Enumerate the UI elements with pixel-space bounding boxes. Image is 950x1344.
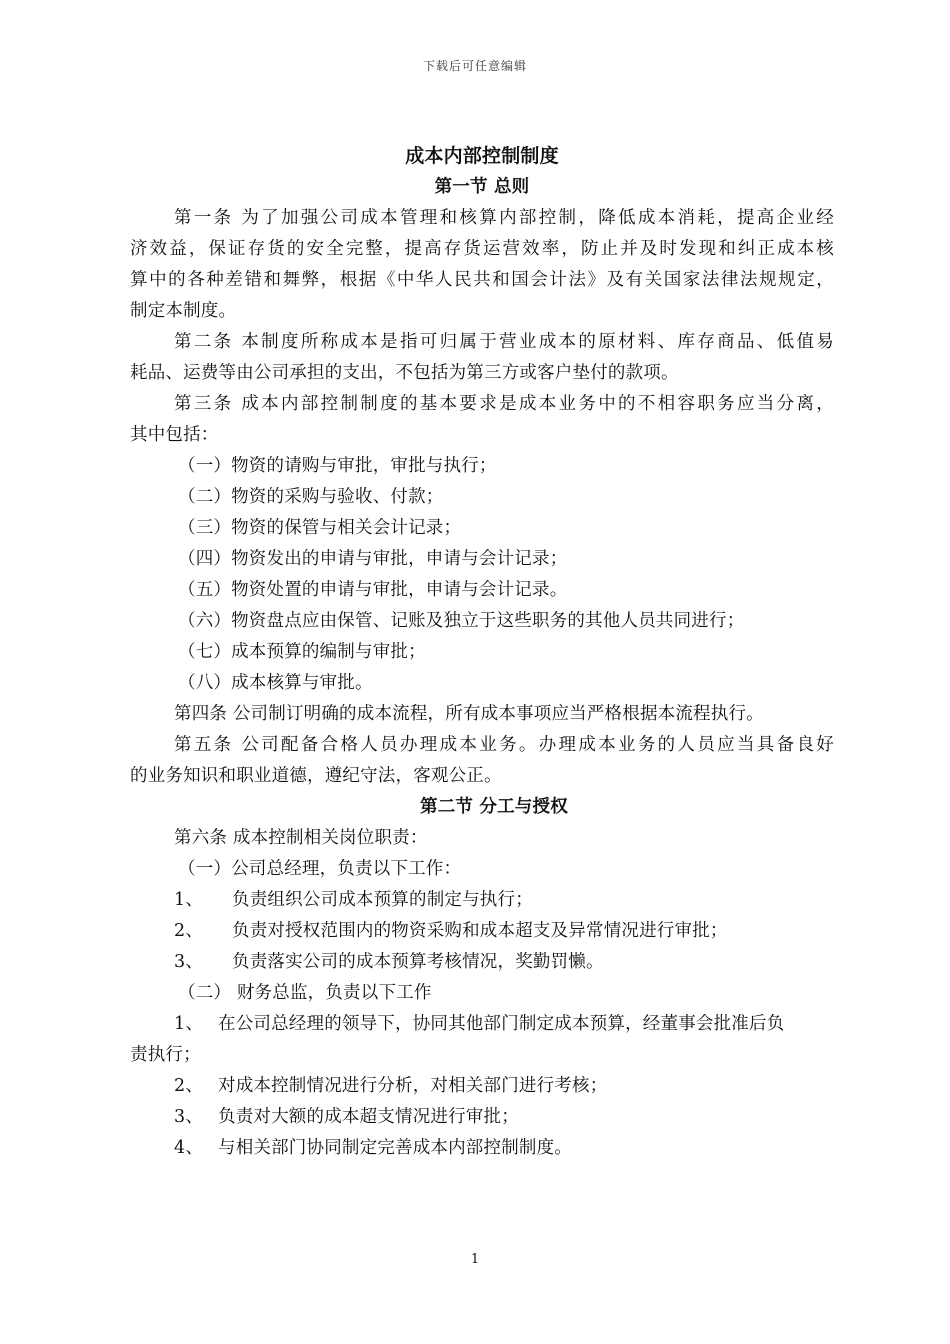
list-text: 负责落实公司的成本预算考核情况，奖勤罚懒。 — [232, 952, 604, 972]
article-1-line-2: 济效益，保证存货的安全完整，提高存货运营效率，防止并及时发现和纠正成本核 — [130, 239, 834, 259]
list-number: 2、 — [174, 921, 204, 941]
list-item — [130, 1071, 834, 1102]
article-4: 第四条 公司制订明确的成本流程，所有成本事项应当严格根据本流程执行。 — [174, 704, 764, 724]
list-item: （七）成本预算的编制与审批； — [178, 642, 426, 662]
article-1-line-1: 第一条 为了加强公司成本管理和核算内部控制，降低成本消耗，提高企业经 — [174, 208, 834, 228]
article-5-line-2: 的业务知识和职业道德，遵纪守法，客观公正。 — [130, 766, 502, 786]
list-item: （一）物资的请购与审批，审批与执行； — [178, 456, 497, 476]
list-item — [130, 916, 834, 947]
gm-duties-heading: （一）公司总经理，负责以下工作： — [178, 859, 462, 879]
list-item — [130, 1102, 834, 1133]
list-number: 4、 — [174, 1138, 204, 1158]
article-3-line-1: 第三条 成本内部控制制度的基本要求是成本业务中的不相容职务应当分离， — [174, 394, 834, 414]
list-text: 与相关部门协同制定完善成本内部控制制度。 — [218, 1138, 572, 1158]
document-body — [130, 140, 834, 1164]
list-number: 3、 — [174, 952, 204, 972]
article-6: 第六条 成本控制相关岗位职责： — [174, 828, 428, 848]
list-number: 2、 — [174, 1076, 204, 1096]
list-number: 3、 — [174, 1107, 204, 1127]
list-item — [130, 947, 834, 978]
cfo-duties-heading: （二） 财务总监，负责以下工作 — [178, 983, 432, 1003]
list-item — [130, 1133, 834, 1164]
list-text: 负责组织公司成本预算的制定与执行； — [232, 890, 533, 910]
list-text: 负责对授权范围内的物资采购和成本超支及异常情况进行审批； — [232, 921, 728, 941]
list-item: （三）物资的保管与相关会计记录； — [178, 518, 462, 538]
document-title: 成本内部控制制度 — [405, 145, 559, 167]
list-item: （六）物资盘点应由保管、记账及独立于这些职务的其他人员共同进行； — [178, 611, 745, 631]
article-1-line-3: 算中的各种差错和舞弊，根据《中华人民共和国会计法》及有关国家法律法规规定， — [130, 270, 834, 290]
page-number: 1 — [470, 1252, 480, 1267]
list-item: （二）物资的采购与验收、付款； — [178, 487, 444, 507]
list-text: 在公司总经理的领导下，协同其他部门制定成本预算，经董事会批准后负 — [218, 1014, 785, 1034]
list-text: 对成本控制情况进行分析，对相关部门进行考核； — [218, 1076, 608, 1096]
article-3-line-2: 其中包括： — [130, 425, 219, 445]
page-header: 下载后可任意编辑 — [422, 59, 527, 73]
list-number: 1、 — [174, 1014, 204, 1034]
list-item: （八）成本核算与审批。 — [178, 673, 373, 693]
list-item: （五）物资处置的申请与审批，申请与会计记录。 — [178, 580, 568, 600]
section-heading-2: 第二节 分工与授权 — [420, 797, 568, 817]
list-item — [130, 1009, 834, 1040]
list-text: 负责对大额的成本超支情况进行审批； — [218, 1107, 519, 1127]
article-2-line-2: 耗品、运费等由公司承担的支出，不包括为第三方或客户垫付的款项。 — [130, 363, 679, 383]
list-item: （四）物资发出的申请与审批，申请与会计记录； — [178, 549, 568, 569]
article-1-line-4: 制定本制度。 — [130, 301, 237, 321]
section-heading-1: 第一节 总则 — [434, 177, 530, 197]
list-item-continuation: 责执行； — [130, 1045, 201, 1065]
list-number: 1、 — [174, 890, 204, 910]
article-2-line-1: 第二条 本制度所称成本是指可归属于营业成本的原材料、库存商品、低值易 — [174, 332, 834, 352]
list-item — [130, 885, 834, 916]
article-5-line-1: 第五条 公司配备合格人员办理成本业务。办理成本业务的人员应当具备良好 — [174, 735, 834, 755]
